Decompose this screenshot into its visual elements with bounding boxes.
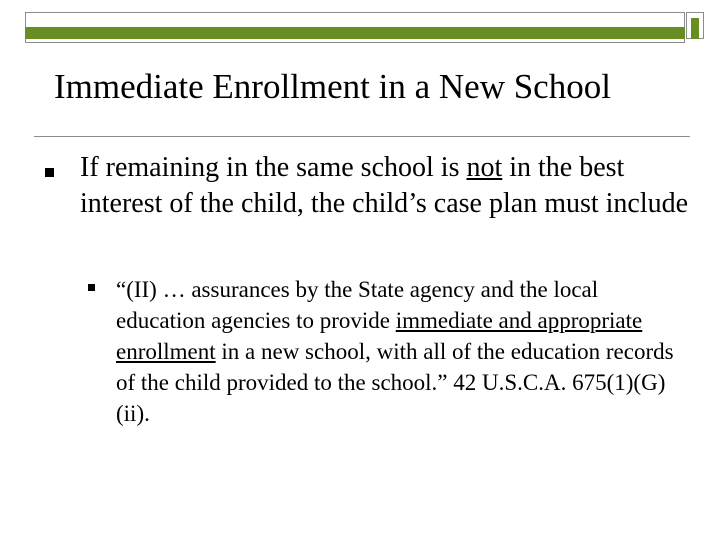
bullet1-underlined-text: not — [466, 152, 503, 183]
bullet-level2 — [116, 274, 686, 429]
square-bullet-icon — [88, 284, 95, 291]
bullet-level1 — [80, 150, 700, 222]
bullet2-text-part2: in a new school, with all of the education records of the child provided to the school.” 42 U.S.C.A. 675(1)(G)(ii). — [116, 339, 674, 426]
top-green-band — [25, 27, 685, 39]
bullet1-text-part2: in the best interest of the child, the child’s case plan must include — [80, 152, 689, 219]
square-bullet-icon — [45, 168, 54, 177]
bullet1-text-part1: If remaining in the same school is — [80, 152, 467, 183]
bullet2-underlined-text: immediate and appropriate enrollment — [116, 308, 643, 364]
bullet2-text-part1: “(II) … assurances by the State agency and the local education agencies to provide — [116, 277, 599, 333]
slide-title: Immediate Enrollment in a New School — [54, 67, 611, 106]
title-divider — [34, 136, 690, 137]
corner-green-block — [691, 18, 699, 39]
